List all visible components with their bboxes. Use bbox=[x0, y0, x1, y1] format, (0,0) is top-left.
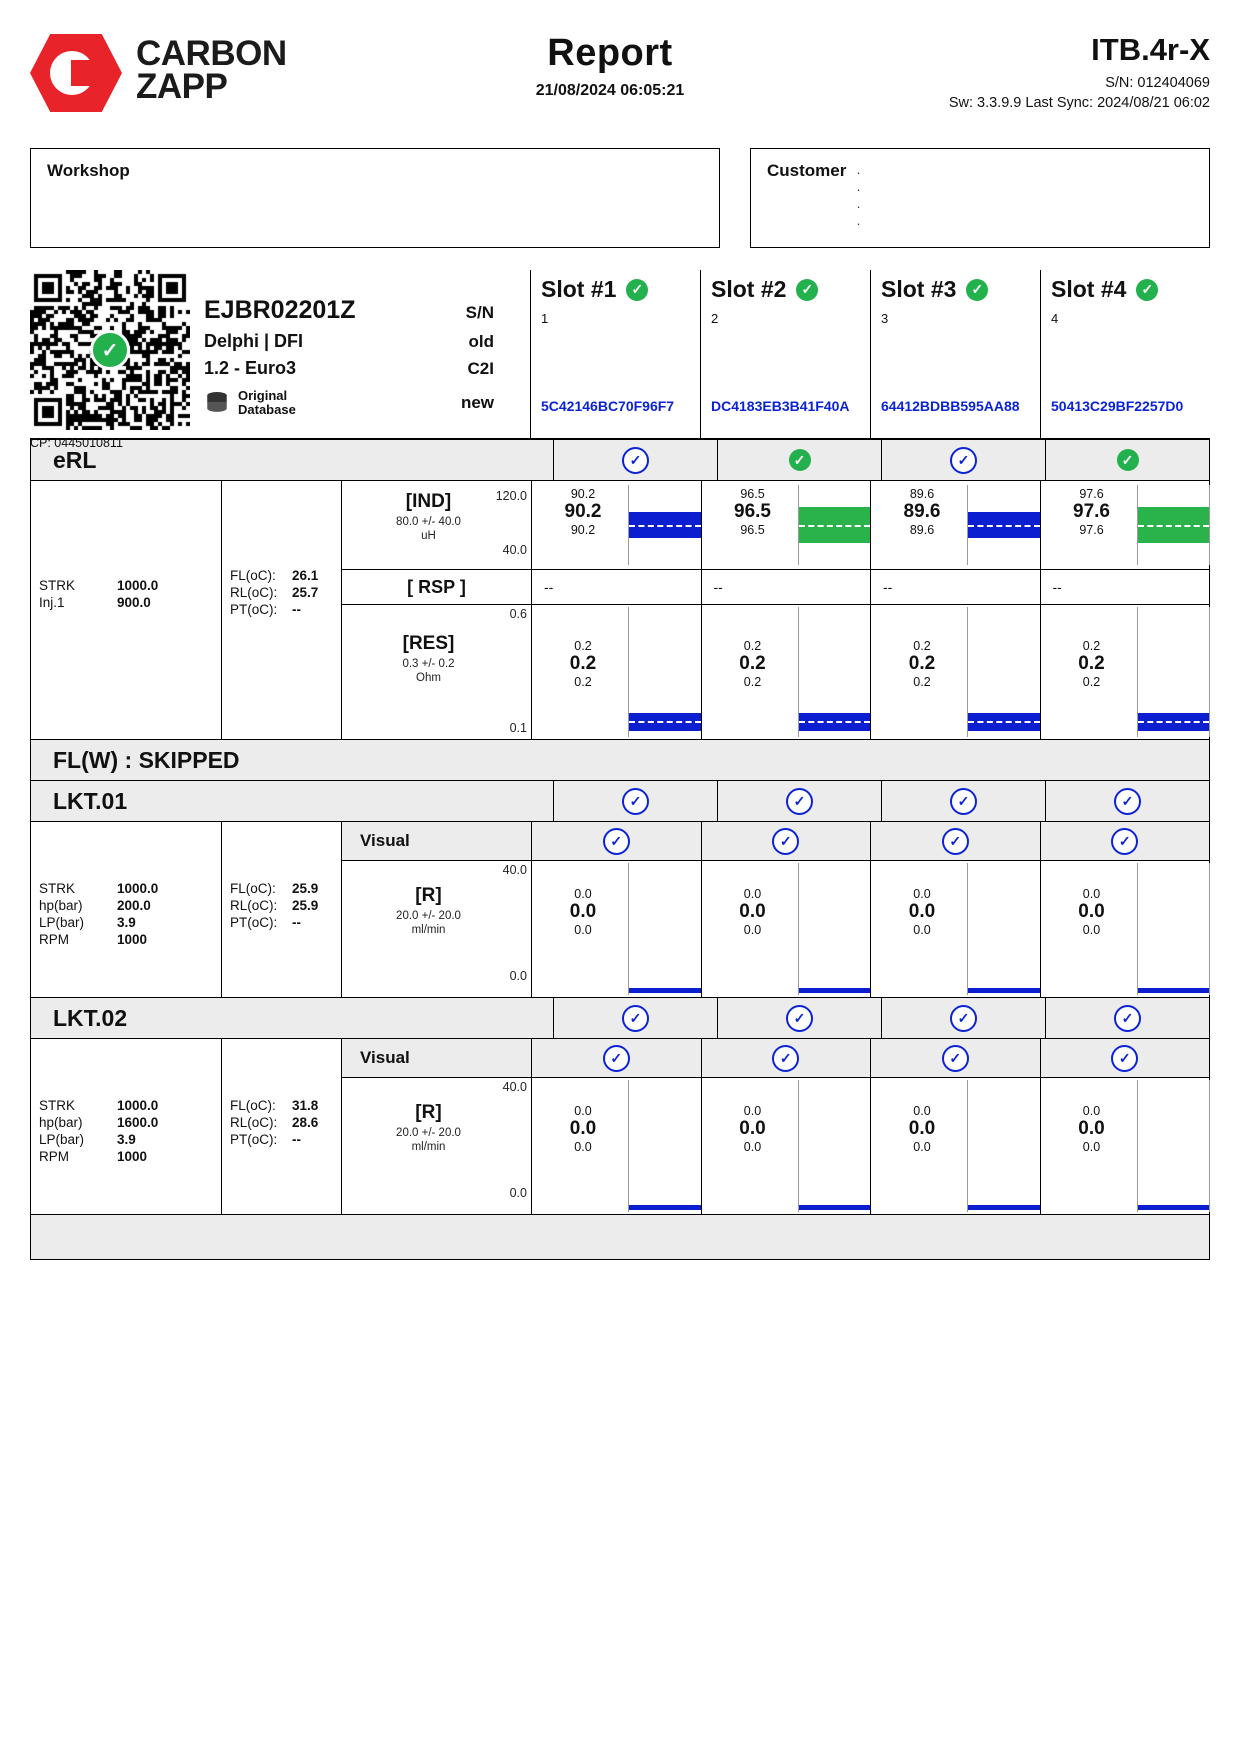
lkt02-status-slot4 bbox=[1045, 998, 1209, 1038]
rsp-value: -- bbox=[1052, 579, 1062, 595]
param-value: 31.8 bbox=[292, 1098, 319, 1113]
slot-name: Slot #2 bbox=[711, 276, 787, 302]
lkt01-value: 0.0 bbox=[739, 901, 766, 922]
device-serial: S/N: 012404069 bbox=[1105, 75, 1210, 91]
ind-value-bottom: 90.2 bbox=[570, 523, 596, 537]
check-icon: ✓ bbox=[603, 1045, 630, 1072]
lkt01-visual-slot1 bbox=[532, 822, 701, 861]
ind-value: 89.6 bbox=[903, 501, 941, 522]
slot-2 bbox=[700, 270, 870, 438]
workshop-label: Workshop bbox=[47, 161, 130, 180]
lkt02-graph-slot1 bbox=[531, 1039, 701, 1214]
brand-line1: CARBON bbox=[136, 34, 287, 73]
param-key: FL(oC): bbox=[230, 881, 276, 896]
ind-value-top: 90.2 bbox=[570, 487, 596, 501]
lkt02-value-bottom: 0.0 bbox=[1082, 1140, 1101, 1154]
lkt01-value: 0.0 bbox=[1078, 901, 1105, 922]
ok-icon: ✓ bbox=[789, 449, 811, 471]
res-value: 0.2 bbox=[739, 653, 766, 674]
param-key: RPM bbox=[39, 1149, 69, 1164]
lkt01-params-right bbox=[221, 822, 341, 997]
info-boxes bbox=[30, 148, 1210, 248]
database-icon bbox=[204, 390, 230, 416]
lkt01-visual-label bbox=[342, 822, 531, 861]
slots-header bbox=[530, 270, 1210, 438]
lkt01-visual-slot2 bbox=[702, 822, 871, 861]
lkt01-value-top: 0.0 bbox=[1082, 887, 1101, 901]
ind-axis-top: 120.0 bbox=[495, 489, 527, 503]
part-code: EJBR02201Z bbox=[204, 296, 356, 324]
database-line2: Database bbox=[238, 402, 296, 417]
check-icon: ✓ bbox=[950, 788, 977, 815]
rsp-value: -- bbox=[713, 579, 723, 595]
param-key: STRK bbox=[39, 578, 76, 593]
param-value: 25.9 bbox=[292, 898, 319, 913]
lkt02-graph-slot2 bbox=[701, 1039, 871, 1214]
lkt02-status-slot3 bbox=[881, 998, 1045, 1038]
lkt01-visual-slot4 bbox=[1041, 822, 1210, 861]
lkt02-visual-slot1 bbox=[532, 1039, 701, 1078]
brand-name bbox=[136, 34, 287, 106]
check-icon: ✓ bbox=[786, 788, 813, 815]
ind-value: 90.2 bbox=[564, 501, 602, 522]
res-unit: Ohm bbox=[416, 672, 441, 684]
erl-status-slot1 bbox=[553, 440, 717, 480]
check-icon: ✓ bbox=[772, 828, 799, 855]
lkt02-value-bottom: 0.0 bbox=[913, 1140, 931, 1154]
customer-line: · bbox=[856, 182, 861, 197]
report-title-block bbox=[390, 22, 830, 100]
lkt02-tolerance: 20.0 +/- 20.0 bbox=[396, 1127, 461, 1139]
lkt02-block bbox=[30, 1039, 1210, 1215]
workshop-box bbox=[30, 148, 720, 248]
lkt01-status-slot1 bbox=[553, 781, 717, 821]
ind-unit: uH bbox=[421, 530, 436, 542]
check-icon: ✓ bbox=[1114, 1005, 1141, 1032]
erl-params-right bbox=[221, 481, 341, 739]
res-axis-bottom: 0.1 bbox=[509, 721, 527, 735]
res-value-top: 0.2 bbox=[574, 639, 592, 653]
param-value: 1000 bbox=[117, 932, 148, 947]
slot-status-ok-icon: ✓ bbox=[796, 279, 818, 301]
report-datetime: 21/08/2024 06:05:21 bbox=[535, 82, 685, 99]
slot-name: Slot #3 bbox=[881, 276, 957, 302]
slot-code: 64412BDBB595AA88 bbox=[881, 398, 1020, 414]
param-key: STRK bbox=[39, 1098, 76, 1113]
lkt02-unit: ml/min bbox=[411, 1141, 446, 1153]
slot-1 bbox=[530, 270, 700, 438]
ind-value-bottom: 96.5 bbox=[740, 523, 765, 537]
visual-label-text: Visual bbox=[360, 831, 410, 850]
check-icon: ✓ bbox=[1114, 788, 1141, 815]
lkt02-value-bottom: 0.0 bbox=[743, 1140, 762, 1154]
param-value: 900.0 bbox=[117, 595, 151, 610]
erl-params-left bbox=[31, 481, 221, 739]
qr-verified-icon: ✓ bbox=[90, 330, 130, 370]
param-key: Inj.1 bbox=[39, 595, 65, 610]
res-value-top: 0.2 bbox=[1082, 639, 1101, 653]
part-identification bbox=[30, 270, 530, 450]
lkt02-axis-top: 40.0 bbox=[502, 1080, 527, 1094]
part-variant: 1.2 - Euro3 bbox=[204, 358, 297, 378]
device-model: ITB.4r-X bbox=[1091, 32, 1210, 67]
res-value-bottom: 0.2 bbox=[913, 675, 931, 689]
visual-label-text: Visual bbox=[360, 1048, 410, 1067]
lkt01-value-bottom: 0.0 bbox=[743, 923, 762, 937]
lkt01-status-slot2 bbox=[717, 781, 881, 821]
identification-row bbox=[30, 270, 1210, 450]
lkt02-visual-label bbox=[342, 1039, 531, 1078]
param-key: FL(oC): bbox=[230, 1098, 276, 1113]
param-value: 26.1 bbox=[292, 568, 319, 583]
slot-number: 4 bbox=[1051, 311, 1059, 326]
lkt01-graph-slot1 bbox=[531, 822, 701, 997]
ind-tolerance: 80.0 +/- 40.0 bbox=[396, 516, 461, 528]
param-key: RL(oC): bbox=[230, 585, 278, 600]
res-value: 0.2 bbox=[569, 653, 597, 674]
rsp-label: [ RSP ] bbox=[407, 576, 466, 597]
erl-block bbox=[30, 481, 1210, 740]
lkt01-value-bottom: 0.0 bbox=[574, 923, 592, 937]
ind-value-top: 89.6 bbox=[909, 487, 935, 501]
customer-line: · bbox=[856, 199, 861, 214]
param-key: LP(bar) bbox=[39, 1132, 85, 1147]
param-value: 1000 bbox=[117, 1149, 148, 1164]
ind-label: [IND] bbox=[405, 491, 452, 512]
check-icon: ✓ bbox=[786, 1005, 813, 1032]
lkt02-graph-slot4 bbox=[1040, 1039, 1210, 1214]
slot-name: Slot #4 bbox=[1051, 276, 1127, 302]
brand-logo bbox=[30, 22, 390, 106]
customer-box bbox=[750, 148, 1210, 248]
lkt02-value-bottom: 0.0 bbox=[574, 1140, 592, 1154]
slot-status-ok-icon: ✓ bbox=[626, 279, 648, 301]
lkt02-params-left bbox=[31, 1039, 221, 1214]
param-key: FL(oC): bbox=[230, 568, 276, 583]
res-value-top: 0.2 bbox=[913, 639, 931, 653]
param-key: PT(oC): bbox=[230, 1132, 278, 1147]
lkt01-value-bottom: 0.0 bbox=[913, 923, 931, 937]
c2i-label: C2I bbox=[467, 359, 494, 378]
erl-graph-columns bbox=[531, 481, 1209, 739]
check-icon: ✓ bbox=[603, 828, 630, 855]
customer-label: Customer bbox=[767, 161, 847, 180]
old-label: old bbox=[468, 332, 494, 351]
param-key: LP(bar) bbox=[39, 915, 85, 930]
slot-number: 2 bbox=[711, 311, 719, 326]
lkt01-value-top: 0.0 bbox=[913, 887, 931, 901]
param-value: 200.0 bbox=[117, 898, 151, 913]
ind-value-top: 97.6 bbox=[1079, 487, 1104, 501]
lkt01-unit: ml/min bbox=[411, 924, 446, 936]
erl-status-slot4 bbox=[1045, 440, 1209, 480]
param-value: 1000.0 bbox=[117, 1098, 159, 1113]
part-maker: Delphi | DFI bbox=[204, 331, 304, 351]
check-icon: ✓ bbox=[772, 1045, 799, 1072]
sn-label: S/N bbox=[465, 303, 494, 322]
res-axis-top: 0.6 bbox=[509, 607, 527, 621]
param-value: 3.9 bbox=[117, 1132, 136, 1147]
lkt02-status-slot2 bbox=[717, 998, 881, 1038]
param-key: RL(oC): bbox=[230, 1115, 278, 1130]
param-value: -- bbox=[292, 915, 301, 930]
lkt02-measure-labels bbox=[341, 1039, 531, 1214]
param-value: 28.6 bbox=[292, 1115, 319, 1130]
section-header-lkt01 bbox=[30, 781, 1210, 822]
lkt01-visual-slot3 bbox=[871, 822, 1040, 861]
lkt01-graph-slot2 bbox=[701, 822, 871, 997]
part-details bbox=[204, 270, 530, 430]
slot-3 bbox=[870, 270, 1040, 438]
check-icon: ✓ bbox=[950, 1005, 977, 1032]
param-key: PT(oC): bbox=[230, 602, 278, 617]
erl-measure-labels bbox=[341, 481, 531, 739]
param-key: STRK bbox=[39, 881, 76, 896]
rsp-value: -- bbox=[883, 579, 893, 595]
check-icon: ✓ bbox=[1111, 828, 1138, 855]
customer-line: · bbox=[856, 216, 861, 231]
lkt01-block bbox=[30, 822, 1210, 998]
erl-graph-slot4 bbox=[1040, 481, 1210, 739]
res-value-bottom: 0.2 bbox=[574, 675, 592, 689]
res-value-top: 0.2 bbox=[743, 639, 762, 653]
lkt01-status-slot4 bbox=[1045, 781, 1209, 821]
param-value: -- bbox=[292, 1132, 301, 1147]
param-value: 25.9 bbox=[292, 881, 319, 896]
lkt02-value-top: 0.0 bbox=[1082, 1104, 1101, 1118]
check-icon: ✓ bbox=[622, 1005, 649, 1032]
lkt02-value: 0.0 bbox=[908, 1118, 936, 1139]
device-info bbox=[830, 22, 1210, 111]
section-title-flw: FL(W) : SKIPPED bbox=[53, 746, 240, 773]
param-key: hp(bar) bbox=[39, 898, 83, 913]
lkt01-measure-labels bbox=[341, 822, 531, 997]
section-header-flw bbox=[30, 740, 1210, 781]
brand-line2: ZAPP bbox=[136, 67, 228, 106]
qr-code bbox=[30, 270, 190, 430]
lkt02-visual-slot3 bbox=[871, 1039, 1040, 1078]
ind-axis-bottom: 40.0 bbox=[502, 543, 527, 557]
param-key: RL(oC): bbox=[230, 898, 278, 913]
slot-code: 5C42146BC70F96F7 bbox=[541, 398, 675, 414]
lkt01-graph-slot4 bbox=[1040, 822, 1210, 997]
lkt01-tolerance: 20.0 +/- 20.0 bbox=[396, 910, 461, 922]
res-value-bottom: 0.2 bbox=[1082, 675, 1101, 689]
check-icon: ✓ bbox=[950, 447, 977, 474]
customer-lines bbox=[856, 161, 860, 235]
lkt01-value-top: 0.0 bbox=[574, 887, 592, 901]
section-header-erl bbox=[30, 439, 1210, 481]
carbon-zapp-logo-icon bbox=[30, 34, 122, 106]
check-icon: ✓ bbox=[942, 828, 969, 855]
lkt01-params-left bbox=[31, 822, 221, 997]
slot-name: Slot #1 bbox=[541, 276, 617, 302]
slot-status-ok-icon: ✓ bbox=[1136, 279, 1158, 301]
erl-graph-slot3 bbox=[870, 481, 1040, 739]
lkt02-value-top: 0.0 bbox=[913, 1104, 931, 1118]
lkt02-graph-slot3 bbox=[870, 1039, 1040, 1214]
res-value: 0.2 bbox=[1078, 653, 1105, 674]
erl-graph-slot2 bbox=[701, 481, 871, 739]
ind-value-top: 96.5 bbox=[740, 487, 765, 501]
slot-number: 1 bbox=[541, 311, 549, 326]
lkt02-axis-bottom: 0.0 bbox=[509, 1186, 527, 1200]
ok-icon: ✓ bbox=[1117, 449, 1139, 471]
param-value: 1600.0 bbox=[117, 1115, 159, 1130]
lkt01-axis-top: 40.0 bbox=[502, 863, 527, 877]
slot-code: DC4183EB3B41F40A bbox=[711, 398, 850, 414]
ind-value: 96.5 bbox=[734, 501, 771, 522]
slot-code: 50413C29BF2257D0 bbox=[1051, 398, 1184, 414]
ind-value-bottom: 97.6 bbox=[1079, 523, 1104, 537]
erl-graph-slot1 bbox=[531, 481, 701, 739]
lkt02-value-top: 0.0 bbox=[574, 1104, 592, 1118]
database-line1: Original bbox=[238, 388, 288, 403]
check-icon: ✓ bbox=[1111, 1045, 1138, 1072]
param-key: hp(bar) bbox=[39, 1115, 83, 1130]
slot-4 bbox=[1040, 270, 1210, 438]
section-title-lkt01: LKT.01 bbox=[53, 787, 128, 814]
lkt02-meas-label: [R] bbox=[415, 1102, 442, 1123]
param-value: 1000.0 bbox=[117, 578, 159, 593]
lkt01-value: 0.0 bbox=[908, 901, 936, 922]
report-header bbox=[30, 22, 1210, 142]
lkt01-graph-columns bbox=[531, 822, 1209, 997]
rsp-value: -- bbox=[544, 579, 554, 595]
lkt02-params-right bbox=[221, 1039, 341, 1214]
ind-value: 97.6 bbox=[1073, 501, 1110, 522]
lkt01-value-bottom: 0.0 bbox=[1082, 923, 1101, 937]
lkt01-meas-label: [R] bbox=[415, 885, 442, 906]
lkt02-value: 0.0 bbox=[569, 1118, 597, 1139]
section-title-erl: eRL bbox=[53, 446, 97, 473]
check-icon: ✓ bbox=[622, 447, 649, 474]
res-value-bottom: 0.2 bbox=[743, 675, 762, 689]
lkt01-value-top: 0.0 bbox=[743, 887, 762, 901]
lkt02-graph-columns bbox=[531, 1039, 1209, 1214]
erl-status-slot3 bbox=[881, 440, 1045, 480]
check-icon: ✓ bbox=[622, 788, 649, 815]
lkt02-value: 0.0 bbox=[1078, 1118, 1105, 1139]
lkt01-value: 0.0 bbox=[569, 901, 597, 922]
ind-value-bottom: 89.6 bbox=[909, 523, 935, 537]
page-title: Report bbox=[547, 32, 673, 74]
param-key: PT(oC): bbox=[230, 915, 278, 930]
param-key: RPM bbox=[39, 932, 69, 947]
lkt01-graph-slot3 bbox=[870, 822, 1040, 997]
lkt01-axis-bottom: 0.0 bbox=[509, 969, 527, 983]
check-icon: ✓ bbox=[942, 1045, 969, 1072]
param-value: 1000.0 bbox=[117, 881, 159, 896]
device-software: Sw: 3.3.9.9 Last Sync: 2024/08/21 06:02 bbox=[948, 95, 1210, 111]
section-title-lkt02: LKT.02 bbox=[53, 1004, 128, 1031]
lkt02-value-top: 0.0 bbox=[743, 1104, 762, 1118]
new-label: new bbox=[460, 393, 494, 412]
param-value: 25.7 bbox=[292, 585, 319, 600]
customer-line: · bbox=[856, 165, 861, 180]
slot-number: 3 bbox=[881, 311, 889, 326]
footer-band bbox=[30, 1215, 1210, 1260]
lkt02-value: 0.0 bbox=[739, 1118, 766, 1139]
lkt01-status-slot3 bbox=[881, 781, 1045, 821]
lkt02-visual-slot4 bbox=[1041, 1039, 1210, 1078]
slot-status-ok-icon: ✓ bbox=[966, 279, 988, 301]
res-label: [RES] bbox=[402, 633, 455, 654]
cp-number: CP: 0445010811 bbox=[30, 436, 123, 450]
res-tolerance: 0.3 +/- 0.2 bbox=[402, 658, 455, 670]
param-value: -- bbox=[292, 602, 301, 617]
lkt02-status-slot1 bbox=[553, 998, 717, 1038]
res-value: 0.2 bbox=[908, 653, 936, 674]
lkt02-visual-slot2 bbox=[702, 1039, 871, 1078]
erl-status-slot2 bbox=[717, 440, 881, 480]
section-header-lkt02 bbox=[30, 998, 1210, 1039]
param-value: 3.9 bbox=[117, 915, 136, 930]
